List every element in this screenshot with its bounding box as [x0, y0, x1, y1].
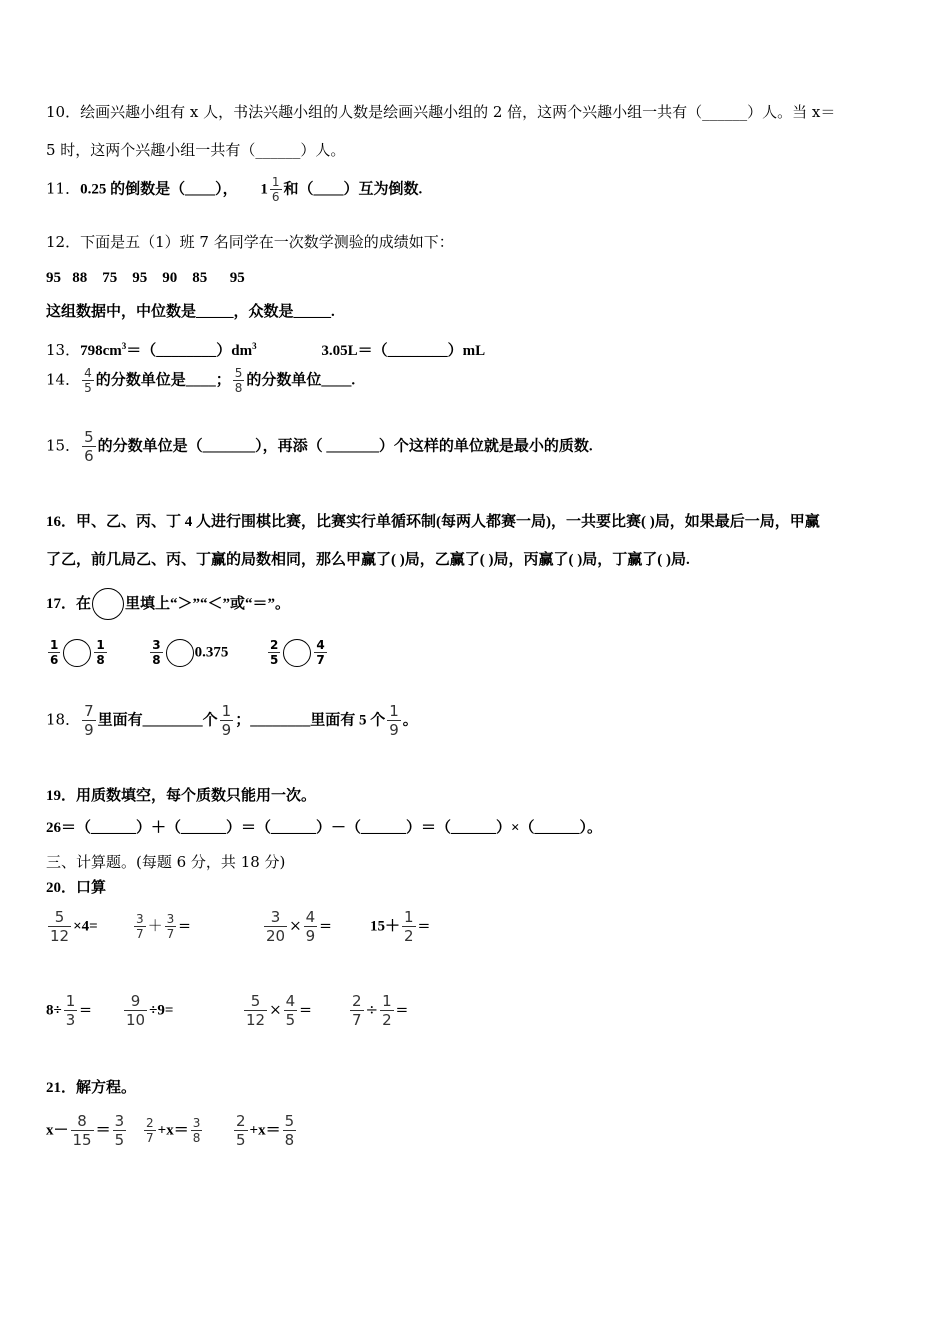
q12-line3: 这组数据中，中位数是_____，众数是_____.	[46, 304, 335, 320]
q11: 11．0.25 的倒数是（____）， 1 $\frac{1}{6}$ 和（____）互为倒数.	[46, 175, 423, 204]
q21-e2: $\frac{2}{7}$ +x＝ $\frac{3}{8}$	[146, 1116, 201, 1145]
q20-b3: $\frac{5}{12}$ × $\frac{4}{5}$ =	[246, 992, 312, 1029]
compare-circle-2[interactable]	[166, 639, 194, 667]
q15: 15． $\frac{5}{6}$ 的分数单位是（_______），再添（ _______）个这样的单位就是最小的质数.	[46, 428, 593, 465]
q12-scores: 95 88 75 95 90 85 95	[46, 270, 245, 286]
circle-blank	[92, 588, 124, 620]
q20-a4: 15＋ $\frac{1}{2}$ =	[370, 908, 431, 945]
q14: 14． $\frac{4}{5}$ 的分数单位是____； $\frac{5}{8}$ 的分数单位____.	[46, 366, 356, 395]
fraction: $\frac{1}{6}$	[271, 175, 280, 204]
q20-b1: 8÷ $\frac{1}{3}$ =	[46, 992, 92, 1029]
q20-title: 20．口算	[46, 880, 107, 896]
q20-a1: $\frac{5}{12}$ ×4=	[50, 908, 98, 945]
q21-e1: x－ $\frac{8}{15}$ ＝ $\frac{3}{5}$	[46, 1112, 125, 1149]
q20-a3: $\frac{3}{20}$ × $\frac{4}{9}$ =	[266, 908, 332, 945]
q18: 18． $\frac{7}{9}$ 里面有________个 $\frac{1}{9}$ ；________里面有 5 个 $\frac{1}{9}$ 。	[46, 702, 418, 739]
q17: 17．在 里填上“＞”“＜”或“＝”。	[46, 588, 290, 620]
q20-b4: $\frac{2}{7}$ ÷ $\frac{1}{2}$ =	[352, 992, 409, 1029]
section-3-heading: 三、计算题。(每题 6 分，共 18 分)	[46, 853, 286, 871]
compare-circle-1[interactable]	[63, 639, 91, 667]
compare-circle-3[interactable]	[283, 639, 311, 667]
q21-e3: $\frac{2}{5}$ +x＝ $\frac{5}{8}$	[236, 1112, 295, 1149]
q16-line1: 16．甲、乙、丙、丁 4 人进行围棋比赛，比赛实行单循环制(每两人都赛一局)，一共要比赛( )局，如果最后一局，甲赢	[46, 514, 820, 530]
q16-line2: 了乙，前几局乙、丙、丁赢的局数相同，那么甲赢了( )局，乙赢了( )局，丙赢了( )局，丁赢了( )局.	[46, 552, 690, 568]
q21-title: 21．解方程。	[46, 1080, 137, 1096]
q12-line1: 12．下面是五（1）班 7 名同学在一次数学测验的成绩如下：	[46, 233, 454, 251]
q13: 13．$798cm^3=(\_\_\_\_\_\_\_\_)dm^3$ 3.05L＝（________）mL	[46, 341, 486, 359]
q19-line1: 19．用质数填空，每个质数只能用一次。	[46, 788, 317, 804]
q17-comparisons: $\frac{1}{6}$ $\frac{1}{8}$ $\frac{3}{8}$ 0.375 $\frac{2}{5}$ $\frac{4}{7}$	[50, 638, 325, 667]
q20-a2: $\frac{3}{7}$ ＋ $\frac{3}{7}$ =	[136, 912, 191, 941]
q10-line1: 10．绘画兴趣小组有 x 人，书法兴趣小组的人数是绘画兴趣小组的 2 倍，这两个兴趣小组一共有（______）人。当 x＝	[46, 103, 836, 121]
q20-b2: $\frac{9}{10}$ ÷9=	[126, 992, 174, 1029]
q10-line2: 5 时，这两个兴趣小组一共有（______）人。	[46, 141, 346, 159]
q19-line2: 26＝（______）＋（______）＝（______）－（______）＝（______）×（______）。	[46, 820, 603, 836]
